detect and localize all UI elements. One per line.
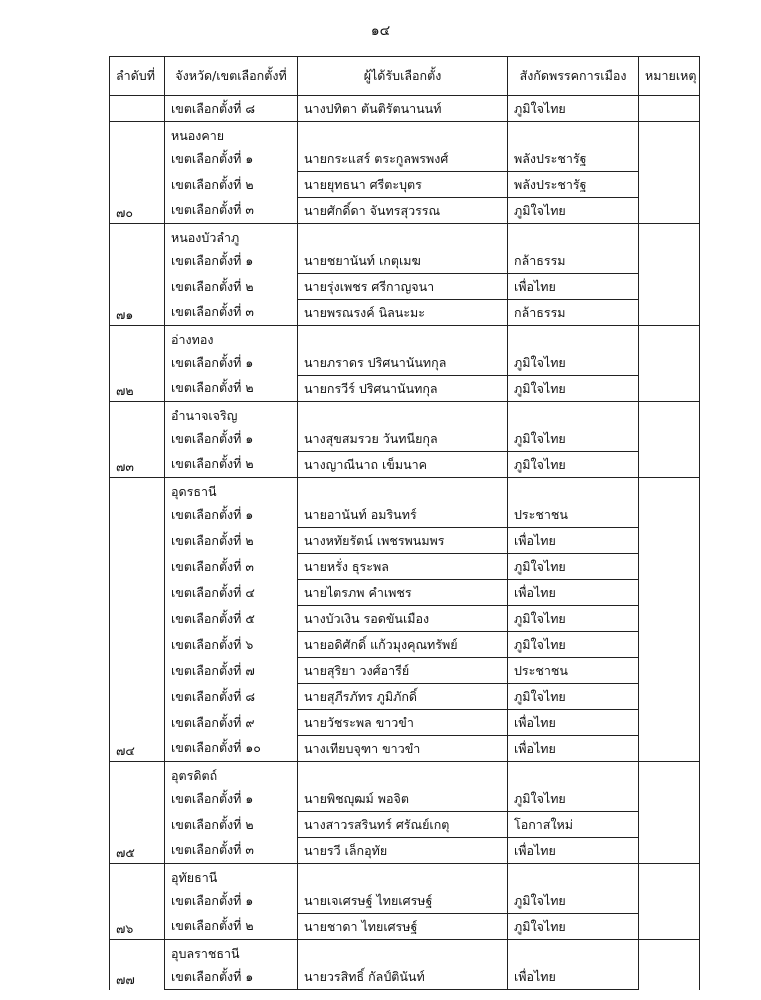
table-row xyxy=(110,274,700,300)
district-cell: เขตเลือกตั้งที่ ๑ xyxy=(165,964,298,990)
candidate-name-cell: นายเจเศรษฐ์ ไทยเศรษฐ์ xyxy=(298,888,508,914)
province-row xyxy=(110,762,700,787)
table-row xyxy=(110,528,700,554)
sequence-cell: ๗๓ xyxy=(110,402,165,478)
candidate-name-cell xyxy=(298,122,508,147)
candidate-name-cell: นางเทียบจุฑา ขาวขำ xyxy=(298,736,508,762)
remarks-cell xyxy=(639,762,700,864)
party-cell: ภูมิใจไทย xyxy=(508,632,639,658)
table-row xyxy=(110,914,700,940)
remarks-cell xyxy=(639,224,700,326)
party-cell: ประชาชน xyxy=(508,658,639,684)
party-cell: เพื่อไทย xyxy=(508,580,639,606)
sequence-cell: ๗๖ xyxy=(110,864,165,940)
party-cell: เพื่อไทย xyxy=(508,736,639,762)
candidate-name-cell: นายกรวีร์ ปริศนานันทกุล xyxy=(298,376,508,402)
remarks-cell xyxy=(639,402,700,478)
election-results-table xyxy=(109,56,700,990)
district-cell: เขตเลือกตั้งที่ ๑ xyxy=(165,146,298,172)
party-cell: ภูมิใจไทย xyxy=(508,452,639,478)
party-cell: ภูมิใจไทย xyxy=(508,888,639,914)
district-cell: เขตเลือกตั้งที่ ๒ xyxy=(165,528,298,554)
table-row xyxy=(110,786,700,812)
district-cell: เขตเลือกตั้งที่ ๑ xyxy=(165,888,298,914)
district-cell: เขตเลือกตั้งที่ ๑๐ xyxy=(165,736,298,762)
province-row xyxy=(110,122,700,147)
party-cell: กล้าธรรม xyxy=(508,300,639,326)
district-cell: เขตเลือกตั้งที่ ๕ xyxy=(165,606,298,632)
district-cell: เขตเลือกตั้งที่ ๘ xyxy=(165,96,298,122)
table-row xyxy=(110,350,700,376)
party-cell: เพื่อไทย xyxy=(508,710,639,736)
table-row xyxy=(110,710,700,736)
sequence-cell: ๗๕ xyxy=(110,762,165,864)
sequence-cell: ๗๒ xyxy=(110,326,165,402)
candidate-name-cell: นายกระแสร์ ตระกูลพรพงศ์ xyxy=(298,146,508,172)
district-cell: เขตเลือกตั้งที่ ๓ xyxy=(165,300,298,326)
table-row xyxy=(110,606,700,632)
province-name-cell: อุบลราชธานี xyxy=(165,940,298,965)
header-remarks: หมายเหตุ xyxy=(639,57,700,96)
district-cell: เขตเลือกตั้งที่ ๓ xyxy=(165,838,298,864)
party-cell: พลังประชารัฐ xyxy=(508,172,639,198)
table-row xyxy=(110,198,700,224)
header-party: สังกัดพรรคการเมือง xyxy=(508,57,639,96)
province-row xyxy=(110,478,700,503)
district-cell: เขตเลือกตั้งที่ ๓ xyxy=(165,198,298,224)
table-row xyxy=(110,426,700,452)
party-cell xyxy=(508,864,639,889)
table-row xyxy=(110,658,700,684)
party-cell: ภูมิใจไทย xyxy=(508,914,639,940)
remarks-cell xyxy=(639,864,700,940)
candidate-name-cell: นายศักดิ์ดา จันทรสุวรรณ xyxy=(298,198,508,224)
party-cell xyxy=(508,326,639,351)
candidate-name-cell: นางญาณีนาถ เข็มนาค xyxy=(298,452,508,478)
district-cell: เขตเลือกตั้งที่ ๖ xyxy=(165,632,298,658)
remarks-cell xyxy=(639,96,700,122)
sequence-cell xyxy=(110,96,165,122)
district-cell: เขตเลือกตั้งที่ ๑ xyxy=(165,248,298,274)
candidate-name-cell xyxy=(298,864,508,889)
candidate-name-cell xyxy=(298,940,508,965)
table-row xyxy=(110,452,700,478)
table-row xyxy=(110,632,700,658)
candidate-name-cell: นางปทิตา ตันติรัตนานนท์ xyxy=(298,96,508,122)
party-cell: เพื่อไทย xyxy=(508,964,639,990)
province-row xyxy=(110,402,700,427)
candidate-name-cell: นางหทัยรัตน์ เพชรพนมพร xyxy=(298,528,508,554)
table-row xyxy=(110,376,700,402)
candidate-name-cell: นายอานันท์ อมรินทร์ xyxy=(298,502,508,528)
district-cell: เขตเลือกตั้งที่ ๑ xyxy=(165,426,298,452)
candidate-name-cell: นางสาวรสรินทร์ ศรัณย์เกตุ xyxy=(298,812,508,838)
candidate-name-cell: นายภราดร ปริศนานันทกุล xyxy=(298,350,508,376)
party-cell: ภูมิใจไทย xyxy=(508,350,639,376)
party-cell: เพื่อไทย xyxy=(508,274,639,300)
party-cell: ประชาชน xyxy=(508,502,639,528)
candidate-name-cell: นายพรณรงค์ นิลนะมะ xyxy=(298,300,508,326)
header-elected-candidate: ผู้ได้รับเลือกตั้ง xyxy=(298,57,508,96)
district-cell: เขตเลือกตั้งที่ ๘ xyxy=(165,684,298,710)
candidate-name-cell: นางสุขสมรวย วันทนียกุล xyxy=(298,426,508,452)
table-row xyxy=(110,554,700,580)
province-name-cell: อำนาจเจริญ xyxy=(165,402,298,427)
header-province-district: จังหวัด/เขตเลือกตั้งที่ xyxy=(165,57,298,96)
district-cell: เขตเลือกตั้งที่ ๒ xyxy=(165,914,298,940)
candidate-name-cell: นายสุริยา วงศ์อารีย์ xyxy=(298,658,508,684)
candidate-name-cell: นายไตรภพ คำเพชร xyxy=(298,580,508,606)
table-row xyxy=(110,300,700,326)
candidate-name-cell: นายวัชระพล ขาวขำ xyxy=(298,710,508,736)
district-cell: เขตเลือกตั้งที่ ๑ xyxy=(165,786,298,812)
remarks-cell xyxy=(639,326,700,402)
party-cell: ภูมิใจไทย xyxy=(508,426,639,452)
district-cell: เขตเลือกตั้งที่ ๓ xyxy=(165,554,298,580)
province-name-cell: อุดรธานี xyxy=(165,478,298,503)
sequence-cell: ๗๗ xyxy=(110,940,165,990)
candidate-name-cell: นายชาดา ไทยเศรษฐ์ xyxy=(298,914,508,940)
candidate-name-cell: นายพิชญุฒม์ พอจิต xyxy=(298,786,508,812)
sequence-cell: ๗๔ xyxy=(110,478,165,762)
party-cell xyxy=(508,478,639,503)
province-name-cell: อ่างทอง xyxy=(165,326,298,351)
party-cell xyxy=(508,402,639,427)
province-name-cell: อุทัยธานี xyxy=(165,864,298,889)
remarks-cell xyxy=(639,478,700,762)
table-row xyxy=(110,838,700,864)
district-cell: เขตเลือกตั้งที่ ๑ xyxy=(165,502,298,528)
candidate-name-cell xyxy=(298,478,508,503)
candidate-name-cell: นายชยานันท์ เกตุเมฆ xyxy=(298,248,508,274)
table-row xyxy=(110,248,700,274)
sequence-cell: ๗๑ xyxy=(110,224,165,326)
district-cell: เขตเลือกตั้งที่ ๒ xyxy=(165,812,298,838)
district-cell: เขตเลือกตั้งที่ ๒ xyxy=(165,274,298,300)
party-cell xyxy=(508,224,639,249)
province-row xyxy=(110,940,700,965)
party-cell: ภูมิใจไทย xyxy=(508,376,639,402)
party-cell xyxy=(508,762,639,787)
candidate-name-cell: นายรุ่งเพชร ศรีกาญจนา xyxy=(298,274,508,300)
table-row xyxy=(110,888,700,914)
party-cell: ภูมิใจไทย xyxy=(508,198,639,224)
party-cell: ภูมิใจไทย xyxy=(508,684,639,710)
table-header-row xyxy=(110,57,700,96)
party-cell: เพื่อไทย xyxy=(508,528,639,554)
table-row xyxy=(110,736,700,762)
province-row xyxy=(110,326,700,351)
party-cell xyxy=(508,940,639,965)
candidate-name-cell: นายหรั่ง ธุระพล xyxy=(298,554,508,580)
party-cell: ภูมิใจไทย xyxy=(508,554,639,580)
candidate-name-cell xyxy=(298,326,508,351)
party-cell: พลังประชารัฐ xyxy=(508,146,639,172)
province-row xyxy=(110,864,700,889)
table-row xyxy=(110,964,700,990)
header-sequence: ลำดับที่ xyxy=(110,57,165,96)
table-row xyxy=(110,502,700,528)
candidate-name-cell: นายวรสิทธิ์ กัลป์ตินันท์ xyxy=(298,964,508,990)
party-cell: ภูมิใจไทย xyxy=(508,606,639,632)
district-cell: เขตเลือกตั้งที่ ๒ xyxy=(165,172,298,198)
candidate-name-cell: นายอดิศักดิ์ แก้วมุงคุณทรัพย์ xyxy=(298,632,508,658)
table-row xyxy=(110,812,700,838)
table-body xyxy=(110,96,700,990)
province-name-cell: หนองคาย xyxy=(165,122,298,147)
district-cell: เขตเลือกตั้งที่ ๗ xyxy=(165,658,298,684)
district-cell: เขตเลือกตั้งที่ ๒ xyxy=(165,376,298,402)
party-cell: กล้าธรรม xyxy=(508,248,639,274)
district-cell: เขตเลือกตั้งที่ ๒ xyxy=(165,452,298,478)
table-row xyxy=(110,172,700,198)
candidate-name-cell: นายยุทธนา ศรีตะบุตร xyxy=(298,172,508,198)
table-row xyxy=(110,684,700,710)
candidate-name-cell xyxy=(298,402,508,427)
table-row xyxy=(110,96,700,122)
candidate-name-cell: นางบัวเงิน รอดขันเมือง xyxy=(298,606,508,632)
district-cell: เขตเลือกตั้งที่ ๔ xyxy=(165,580,298,606)
province-name-cell: อุตรดิตถ์ xyxy=(165,762,298,787)
district-cell: เขตเลือกตั้งที่ ๙ xyxy=(165,710,298,736)
remarks-cell xyxy=(639,940,700,990)
candidate-name-cell: นายสุภีรภัทร ภูมิภักดิ์ xyxy=(298,684,508,710)
party-cell: โอกาสใหม่ xyxy=(508,812,639,838)
party-cell: ภูมิใจไทย xyxy=(508,96,639,122)
province-name-cell: หนองบัวลำภู xyxy=(165,224,298,249)
remarks-cell xyxy=(639,122,700,224)
table-row xyxy=(110,146,700,172)
party-cell: เพื่อไทย xyxy=(508,838,639,864)
party-cell: ภูมิใจไทย xyxy=(508,786,639,812)
candidate-name-cell: นายรวี เล็กอุทัย xyxy=(298,838,508,864)
party-cell xyxy=(508,122,639,147)
candidate-name-cell xyxy=(298,762,508,787)
candidate-name-cell xyxy=(298,224,508,249)
sequence-cell: ๗๐ xyxy=(110,122,165,224)
page-number: ๑๔ xyxy=(370,23,391,39)
district-cell: เขตเลือกตั้งที่ ๑ xyxy=(165,350,298,376)
table-row xyxy=(110,580,700,606)
province-row xyxy=(110,224,700,249)
